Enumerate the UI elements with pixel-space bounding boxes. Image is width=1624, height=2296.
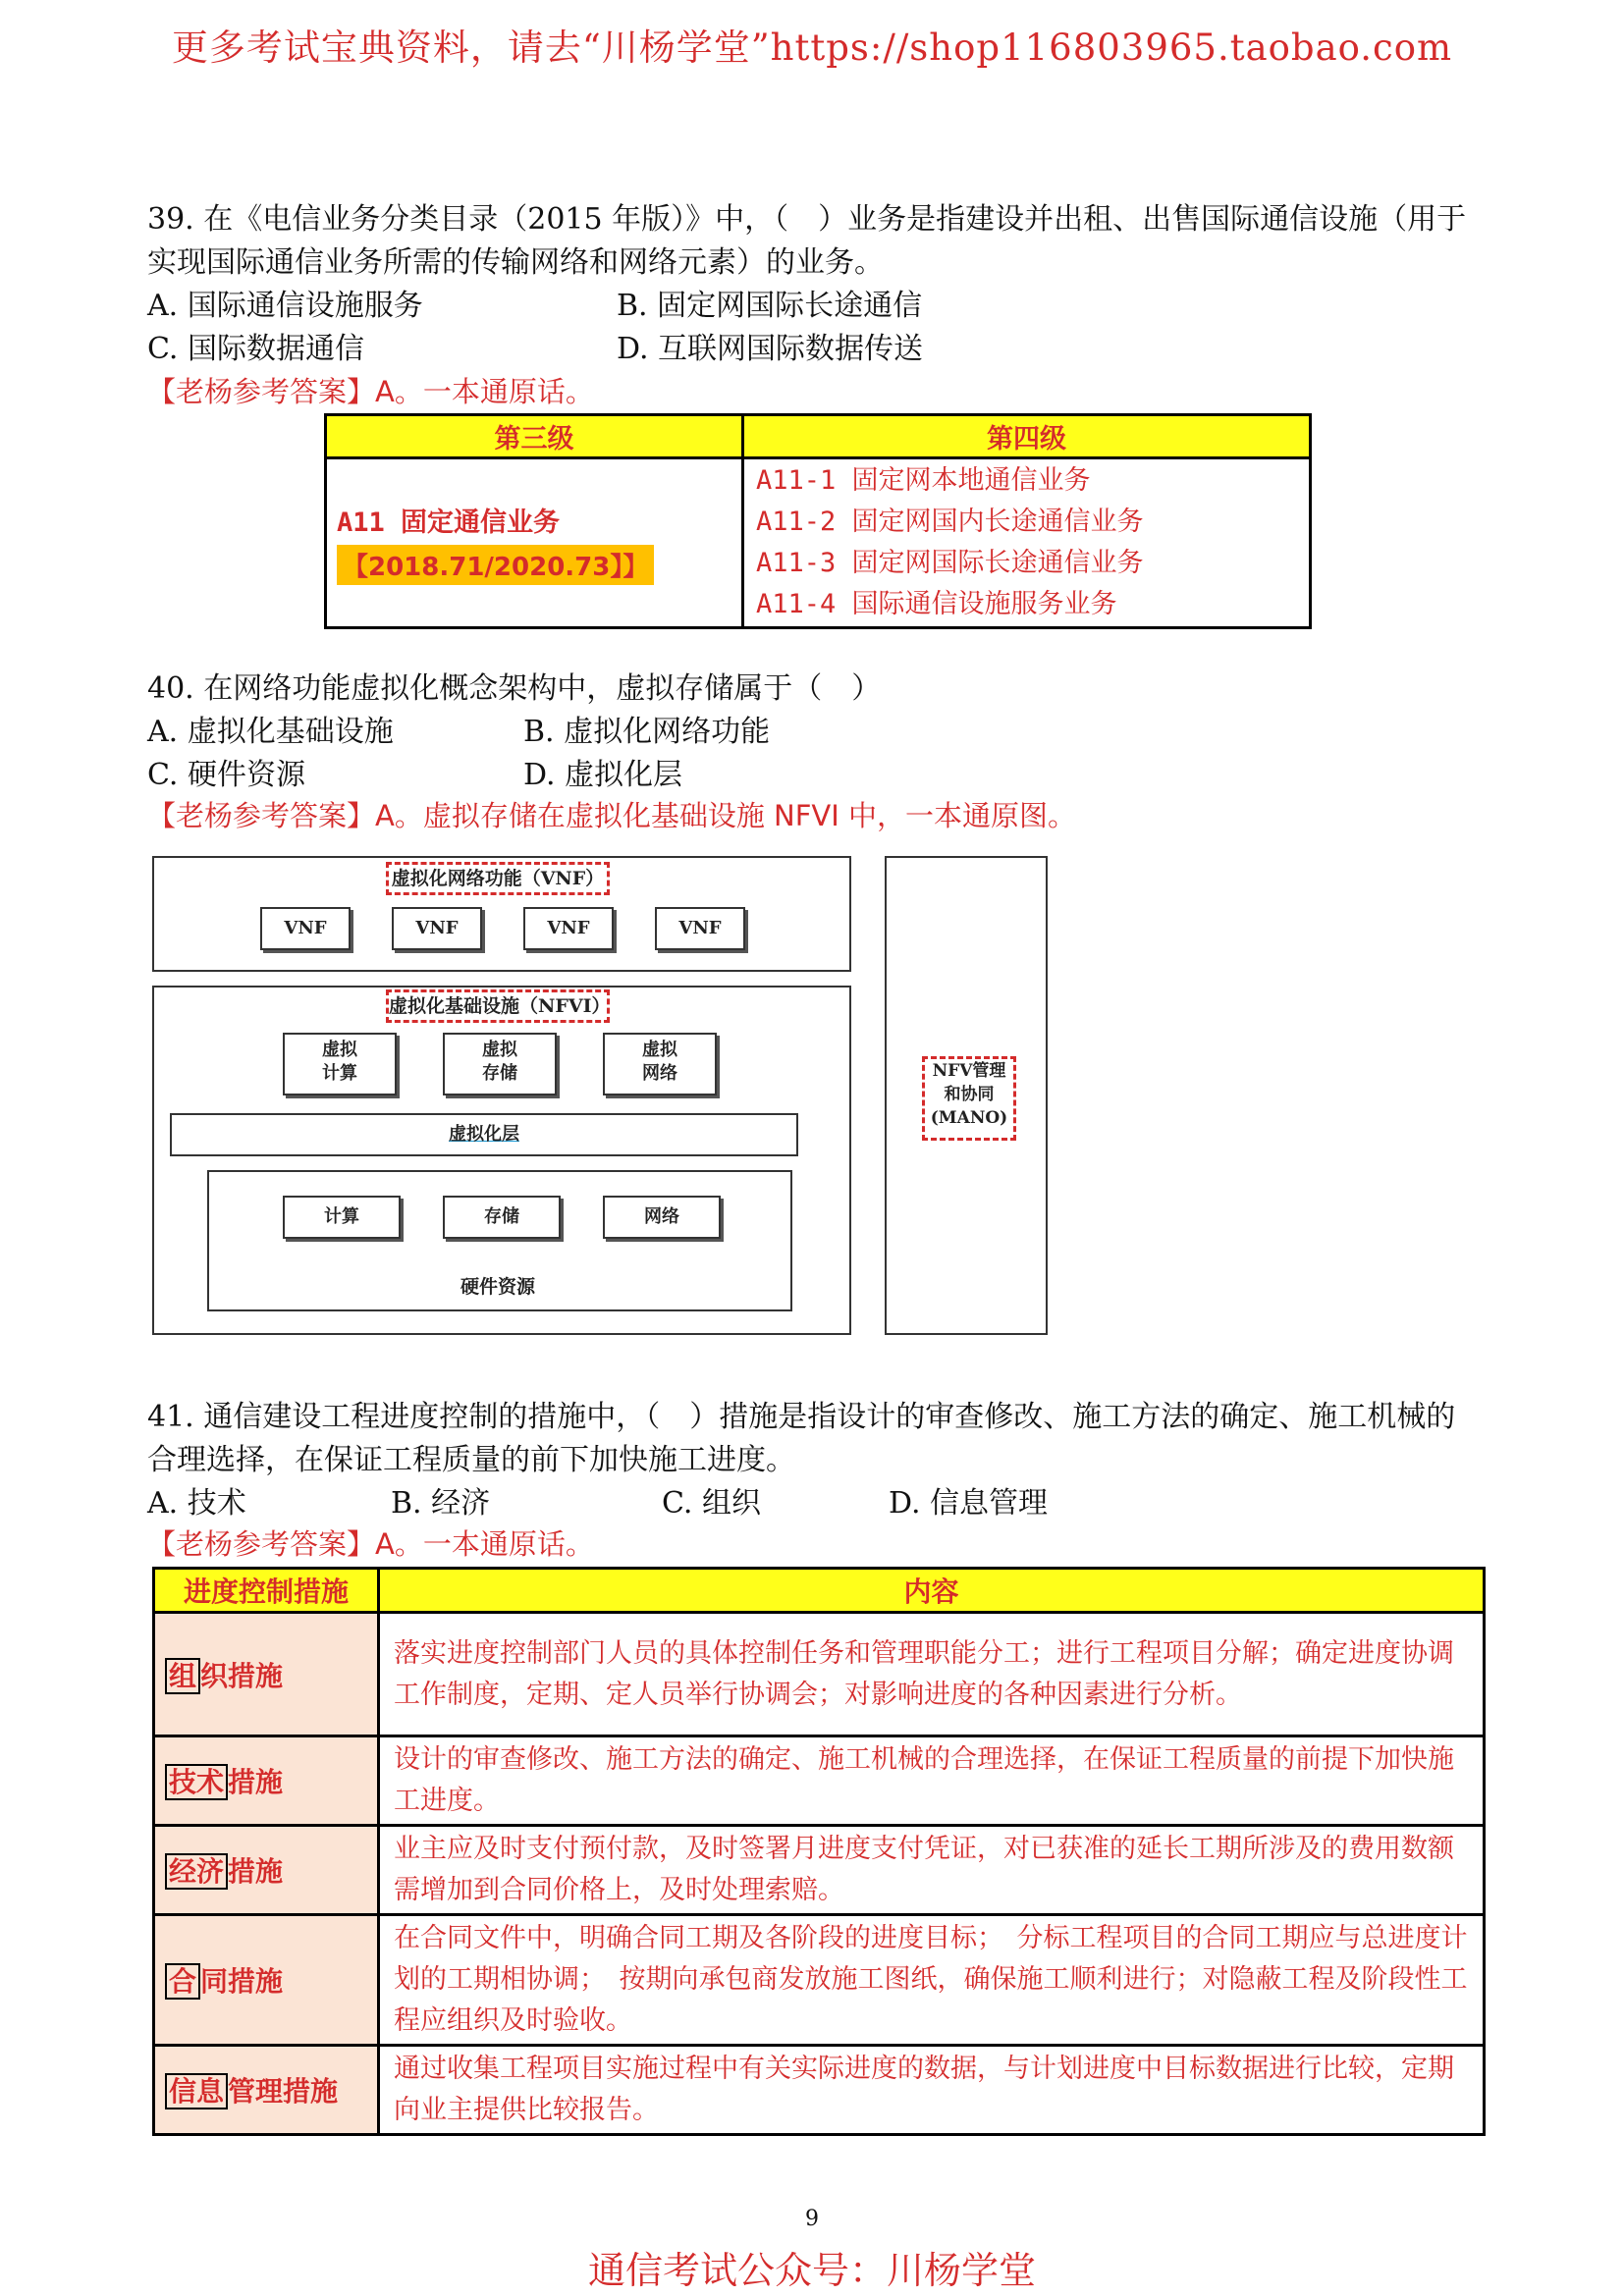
page-number: 9 <box>805 2207 819 2231</box>
q39-option-a: A. 国际通信设施服务 <box>147 289 423 323</box>
q41-answer: 【老杨参考答案】A。一本通原话。 <box>147 1527 594 1561</box>
q39-line1: 39. 在《电信业务分类目录（2015 年版）》中，（ ）业务是指建设并出租、出售国际通信设施（用于 <box>147 202 1467 237</box>
q40-line1: 40. 在网络功能虚拟化概念架构中，虚拟存储属于（ ） <box>147 671 882 706</box>
measure-content: 在合同文件中，明确合同工期及各阶段的进度目标； 分标工程项目的合同工期应与总进度计划的工期相协调； 按期向承包商发放施工图纸，确保施工顺利进行；对隐蔽工程及阶段性工程应组织及时验收。 <box>379 1915 1485 2046</box>
q41-option-d: D. 信息管理 <box>889 1486 1049 1521</box>
table-row <box>154 1826 1485 1915</box>
vnf-box: VNF <box>392 907 482 950</box>
table1-row: A11-1 固定网本地通信业务 <box>756 465 1091 496</box>
q41-line1: 41. 通信建设工程进度控制的措施中，（ ）措施是指设计的审查修改、施工方法的确定、施工机械的 <box>147 1400 1456 1434</box>
footer-wechat: 通信考试公众号：川杨学堂 <box>587 2249 1036 2292</box>
header-promo-link[interactable]: 更多考试宝典资料，请去“川杨学堂”https://shop116803965.taobao.com <box>171 27 1453 69</box>
table2-header-content: 内容 <box>379 1569 1485 1613</box>
table1-row: A11-2 固定网国内长途通信业务 <box>756 507 1144 537</box>
table-row <box>154 2046 1485 2135</box>
q39-line2: 实现国际通信业务所需的传输网络和网络元素）的业务。 <box>147 245 884 280</box>
table2-header-measure: 进度控制措施 <box>154 1569 379 1613</box>
measure-content: 通过收集工程项目实施过程中有关实际进度的数据，与计划进度中目标数据进行比较，定期向业主提供比较报告。 <box>379 2046 1485 2135</box>
measure-economic: 经济 措施 <box>154 1826 379 1915</box>
hw-compute-box: 计算 <box>283 1196 401 1239</box>
telecom-classification-table <box>324 413 1312 629</box>
table1-header-level3: 第三级 <box>326 415 743 458</box>
hw-network-box: 网络 <box>603 1196 721 1239</box>
measure-information: 信息 管理措施 <box>154 2046 379 2135</box>
table1-level3-cell <box>326 458 743 628</box>
table1-row: A11-4 国际通信设施服务业务 <box>756 589 1117 619</box>
q41-option-c: C. 组织 <box>662 1486 761 1521</box>
table-row <box>154 1613 1485 1736</box>
vnf-box: VNF <box>523 907 614 950</box>
hw-storage-box: 存储 <box>443 1196 561 1239</box>
vnf-box: VNF <box>655 907 745 950</box>
measure-organization: 组 织措施 <box>154 1613 379 1736</box>
progress-control-table <box>152 1567 1486 2136</box>
q41-option-a: A. 技术 <box>147 1486 246 1521</box>
q41-option-b: B. 经济 <box>391 1486 491 1521</box>
q40-answer: 【老杨参考答案】A。虚拟存储在虚拟化基础设施 NFVI 中，一本通原图。 <box>147 799 1077 832</box>
mano-label: NFV管理 和协同 (MANO) <box>922 1056 1016 1141</box>
q40-option-b: B. 虚拟化网络功能 <box>523 715 771 749</box>
q40-option-a: A. 虚拟化基础设施 <box>147 715 394 749</box>
vnf-title: 虚拟化网络功能（VNF） <box>386 862 610 895</box>
table1-level3-label: A11 固定通信业务 <box>337 507 561 538</box>
q40-option-d: D. 虚拟化层 <box>523 758 683 792</box>
table-row <box>154 1915 1485 2046</box>
measure-content: 设计的审查修改、施工方法的确定、施工机械的合理选择，在保证工程质量的前提下加快施工进度。 <box>379 1736 1485 1826</box>
table-row <box>154 1736 1485 1826</box>
measure-technical: 技术 措施 <box>154 1736 379 1826</box>
q39-option-d: D. 互联网国际数据传送 <box>617 332 924 366</box>
measure-content: 业主应及时支付预付款，及时签署月进度支付凭证，对已获准的延长工期所涉及的费用数额需增加到合同价格上，及时处理索赔。 <box>379 1826 1485 1915</box>
q41-line2: 合理选择，在保证工程质量的前下加快施工进度。 <box>147 1443 795 1477</box>
virtual-network-box: 虚拟 网络 <box>603 1033 717 1095</box>
nfv-architecture-diagram <box>152 856 1048 1331</box>
q39-option-c: C. 国际数据通信 <box>147 332 364 366</box>
vnf-box: VNF <box>260 907 351 950</box>
q39-answer: 【老杨参考答案】A。一本通原话。 <box>147 375 594 408</box>
table1-row: A11-3 固定网国际长途通信业务 <box>756 548 1144 578</box>
nfvi-title: 虚拟化基础设施（NFVI） <box>386 989 610 1023</box>
virtual-compute-box: 虚拟 计算 <box>283 1033 397 1095</box>
q39-option-b: B. 固定网国际长途通信 <box>617 289 923 323</box>
virtualization-layer-box: 虚拟化层 <box>170 1113 798 1156</box>
table1-exam-code: 【2018.71/2020.73】】 <box>337 545 654 585</box>
measure-content: 落实进度控制部门人员的具体控制任务和管理职能分工；进行工程项目分解；确定进度协调工作制度，定期、定人员举行协调会；对影响进度的各种因素进行分析。 <box>379 1613 1485 1736</box>
hardware-resources-label: 硬件资源 <box>460 1276 535 1298</box>
table1-level4-cell <box>743 458 1311 628</box>
table1-header-level4: 第四级 <box>743 415 1311 458</box>
measure-contract: 合 同措施 <box>154 1915 379 2046</box>
q40-option-c: C. 硬件资源 <box>147 758 305 792</box>
virtual-storage-box: 虚拟 存储 <box>443 1033 557 1095</box>
